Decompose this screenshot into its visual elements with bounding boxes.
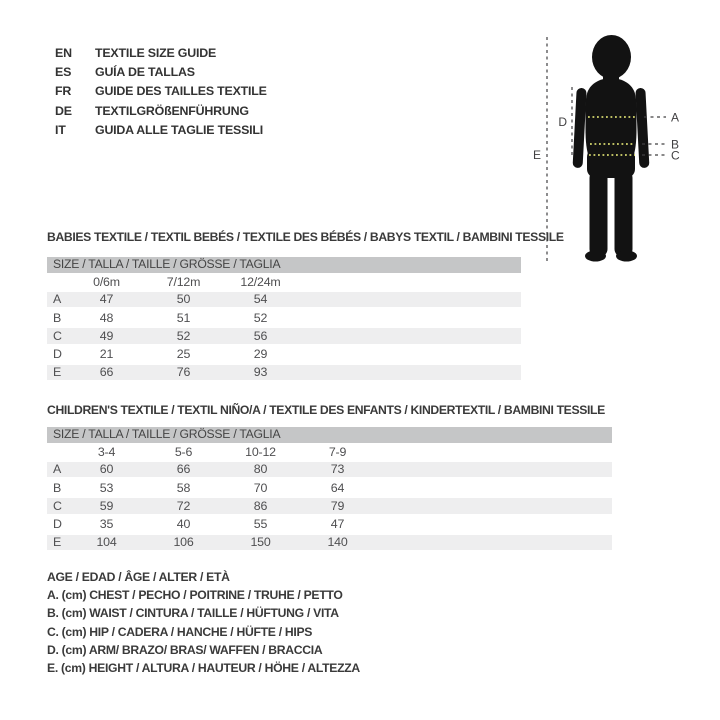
children-section-title: CHILDREN'S TEXTILE / TEXTIL NIÑO/A / TEXTILE DES ENFANTS / KINDERTEXTIL / BAMBINI TESSILE xyxy=(47,403,605,417)
table-row xyxy=(47,365,521,381)
size-table-rows xyxy=(47,462,612,551)
label-waist-B: B xyxy=(671,137,680,152)
legend-line: C. (cm) HIP / CADERA / HANCHE / HÜFTE / HIPS xyxy=(47,624,313,639)
table-cell: 21 xyxy=(99,347,114,362)
language-list xyxy=(55,44,267,140)
table-cell: 66 xyxy=(99,365,114,380)
table-cell: 52 xyxy=(176,328,191,343)
table-cell: 56 xyxy=(253,328,268,343)
language-code: ES xyxy=(55,65,72,80)
label-height-E: E xyxy=(532,148,541,162)
table-cell: 70 xyxy=(253,480,268,495)
table-cell: 72 xyxy=(176,498,191,513)
row-measure-label: E xyxy=(53,535,62,550)
language-code: FR xyxy=(55,84,72,99)
language-code: EN xyxy=(55,46,72,60)
table-cell: 40 xyxy=(176,517,191,532)
table-cell: 86 xyxy=(253,498,268,513)
language-row xyxy=(55,102,267,121)
table-cell: 35 xyxy=(99,517,114,532)
language-row xyxy=(55,82,267,101)
table-cell: 47 xyxy=(330,517,345,532)
size-column-label: 0/6m xyxy=(93,275,120,289)
table-row xyxy=(47,480,612,496)
language-row xyxy=(55,63,267,82)
row-measure-label: E xyxy=(53,365,62,380)
table-cell: 140 xyxy=(327,535,348,550)
table-cell: 80 xyxy=(253,462,268,477)
table-cell: 93 xyxy=(253,365,268,380)
table-cell: 73 xyxy=(330,462,345,477)
table-row xyxy=(47,498,612,514)
table-cell: 76 xyxy=(176,365,191,380)
children-size-table xyxy=(47,427,612,553)
table-cell: 79 xyxy=(330,498,345,513)
size-column-label: 7/12m xyxy=(166,275,201,289)
table-row xyxy=(47,462,612,478)
language-title: GUÍA DE TALLAS xyxy=(95,65,195,80)
table-cell: 59 xyxy=(99,498,114,513)
row-measure-label: C xyxy=(53,498,62,513)
row-measure-label: A xyxy=(53,292,62,307)
size-table-rows xyxy=(47,292,521,381)
table-cell: 29 xyxy=(253,347,268,362)
size-table-header: SIZE / TALLA / TAILLE / GRÖSSE / TAGLIA xyxy=(47,427,612,443)
table-row xyxy=(47,516,612,532)
size-table-header: SIZE / TALLA / TAILLE / GRÖSSE / TAGLIA xyxy=(47,257,521,273)
language-title: GUIDA ALLE TAGLIE TESSILI xyxy=(95,122,264,137)
legend-line: D. (cm) ARM/ BRAZO/ BRAS/ WAFFEN / BRACCIA xyxy=(47,642,323,657)
size-column-label: 3-4 xyxy=(97,445,116,459)
row-measure-label: C xyxy=(53,328,62,343)
size-column-headers xyxy=(47,443,612,462)
table-cell: 104 xyxy=(96,535,117,550)
row-measure-label: D xyxy=(53,517,62,532)
row-measure-label: B xyxy=(53,310,62,325)
table-cell: 60 xyxy=(99,462,114,477)
table-cell: 48 xyxy=(99,310,114,325)
table-row xyxy=(47,310,521,326)
label-arm-D: D xyxy=(558,115,567,129)
babies-section-title: BABIES TEXTILE / TEXTIL BEBÉS / TEXTILE DES BÉBÉS / BABYS TEXTIL / BAMBINI TESSILE xyxy=(47,230,564,244)
size-column-label: 7-9 xyxy=(328,445,347,459)
legend-line: B. (cm) WAIST / CINTURA / TAILLE / HÜFTUNG / VITA xyxy=(47,606,339,621)
language-row xyxy=(55,121,267,140)
row-measure-label: A xyxy=(53,462,62,477)
legend-line: E. (cm) HEIGHT / ALTURA / HAUTEUR / HÖHE / ALTEZZA xyxy=(47,660,360,675)
table-row xyxy=(47,346,521,362)
table-cell: 106 xyxy=(173,535,194,550)
table-cell: 52 xyxy=(253,310,268,325)
label-hip-C: C xyxy=(671,148,680,163)
size-column-label: 5-6 xyxy=(174,445,193,459)
language-code: DE xyxy=(55,103,72,118)
table-cell: 25 xyxy=(176,347,191,362)
language-row xyxy=(55,44,267,63)
table-cell: 47 xyxy=(99,292,114,307)
size-column-label: 10-12 xyxy=(245,445,276,459)
legend-line: AGE / EDAD / ÂGE / ALTER / ETÀ xyxy=(47,570,230,584)
language-title: GUIDE DES TAILLES TEXTILE xyxy=(95,84,267,99)
table-row xyxy=(47,535,612,551)
table-row xyxy=(47,292,521,308)
table-cell: 51 xyxy=(176,310,191,325)
size-column-label: 12/24m xyxy=(240,275,281,289)
size-column-headers xyxy=(47,273,521,292)
table-cell: 53 xyxy=(99,480,114,495)
babies-size-table xyxy=(47,257,521,383)
row-measure-label: B xyxy=(53,480,62,495)
language-title: TEXTILE SIZE GUIDE xyxy=(95,46,217,60)
table-cell: 64 xyxy=(330,480,345,495)
row-measure-label: D xyxy=(53,347,62,362)
language-code: IT xyxy=(55,122,66,137)
measurement-legend xyxy=(47,568,360,677)
table-cell: 50 xyxy=(176,292,191,307)
table-cell: 54 xyxy=(253,292,268,307)
language-title: TEXTILGRÖßENFÜHRUNG xyxy=(95,103,249,118)
table-cell: 55 xyxy=(253,517,268,532)
table-cell: 150 xyxy=(250,535,271,550)
child-silhouette xyxy=(573,35,650,262)
table-cell: 66 xyxy=(176,462,191,477)
table-cell: 58 xyxy=(176,480,191,495)
label-chest-A: A xyxy=(671,110,680,125)
table-cell: 49 xyxy=(99,328,114,343)
legend-line: A. (cm) CHEST / PECHO / POITRINE / TRUHE / PETTO xyxy=(47,588,343,603)
table-row xyxy=(47,328,521,344)
